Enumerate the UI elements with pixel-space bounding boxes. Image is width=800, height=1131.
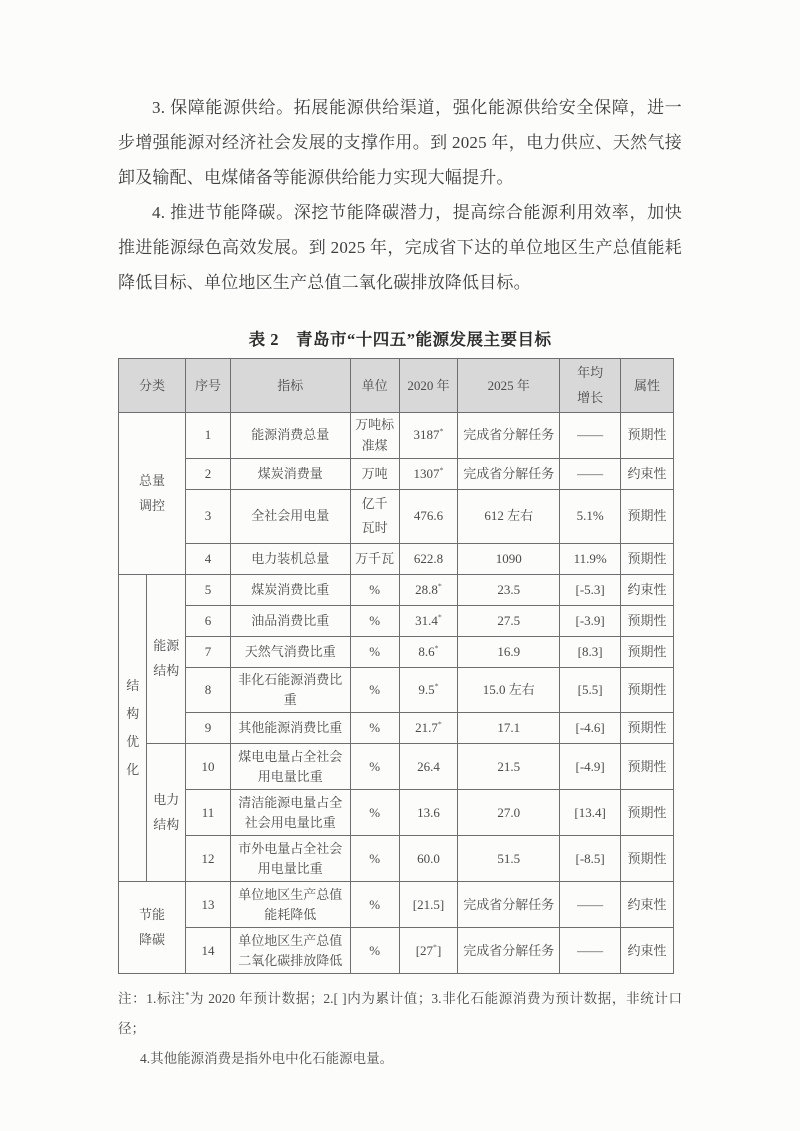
table-row — [119, 713, 674, 744]
header-row — [119, 359, 674, 413]
cell-2020: 31.4* — [399, 606, 458, 637]
cell-2020: 9.5* — [399, 668, 458, 713]
cell-growth: —— — [560, 882, 621, 928]
cell-no: 8 — [186, 668, 231, 713]
cell-2025: 1090 — [458, 544, 560, 575]
cell-unit: 亿千瓦时 — [350, 489, 399, 543]
table-row — [119, 744, 674, 790]
cell-2020: 21.7* — [399, 713, 458, 744]
cell-2025: 23.5 — [458, 575, 560, 606]
cell-unit: 万吨 — [350, 458, 399, 489]
cell-no: 4 — [186, 544, 231, 575]
cell-attr: 约束性 — [621, 575, 674, 606]
cell-attr: 预期性 — [621, 413, 674, 458]
cell-2025: 17.1 — [458, 713, 560, 744]
cell-no: 2 — [186, 458, 231, 489]
cell-2025: 27.5 — [458, 606, 560, 637]
table-row — [119, 790, 674, 836]
cell-2025: 完成省分解任务 — [458, 413, 560, 458]
cell-indicator: 天然气消费比重 — [230, 637, 350, 668]
header-2020: 2020 年 — [399, 359, 458, 413]
cell-2020: [27*] — [399, 928, 458, 974]
note-line: 注：1.标注*为 2020 年预计数据；2.[ ]内为累计值；3.非化石能源消费为预计数据，非统计口径； — [118, 990, 682, 1037]
cell-category-saving: 节能降碳 — [119, 882, 186, 974]
cell-attr: 预期性 — [621, 544, 674, 575]
cell-2025: 27.0 — [458, 790, 560, 836]
cell-2025: 完成省分解任务 — [458, 882, 560, 928]
table-notes — [118, 984, 682, 1074]
cell-no: 6 — [186, 606, 231, 637]
cell-category-structure: 结构优化 — [119, 575, 147, 882]
cell-2020: 13.6 — [399, 790, 458, 836]
cell-attr: 约束性 — [621, 458, 674, 489]
cell-growth: [-5.3] — [560, 575, 621, 606]
table-row — [119, 413, 674, 458]
cell-no: 1 — [186, 413, 231, 458]
table-row — [119, 668, 674, 713]
cell-attr: 预期性 — [621, 744, 674, 790]
header-unit: 单位 — [350, 359, 399, 413]
header-attr: 属性 — [621, 359, 674, 413]
cell-attr: 预期性 — [621, 836, 674, 882]
cell-growth: 11.9% — [560, 544, 621, 575]
cell-indicator: 煤电电量占全社会用电量比重 — [230, 744, 350, 790]
note-line: 4.其他能源消费是指外电中化石能源电量。 — [140, 1051, 394, 1067]
table-row — [119, 489, 674, 543]
cell-growth: —— — [560, 458, 621, 489]
cell-unit: % — [350, 928, 399, 974]
cell-attr: 预期性 — [621, 489, 674, 543]
cell-2025: 完成省分解任务 — [458, 458, 560, 489]
cell-category-power-structure: 电力结构 — [147, 744, 186, 882]
cell-unit: % — [350, 882, 399, 928]
cell-indicator: 全社会用电量 — [230, 489, 350, 543]
cell-unit: % — [350, 575, 399, 606]
cell-growth: —— — [560, 413, 621, 458]
table-row — [119, 836, 674, 882]
cell-growth: [8.3] — [560, 637, 621, 668]
cell-unit: 万千瓦 — [350, 544, 399, 575]
cell-unit: % — [350, 744, 399, 790]
cell-indicator: 单位地区生产总值二氧化碳排放降低 — [230, 928, 350, 974]
cell-unit: % — [350, 668, 399, 713]
cell-attr: 预期性 — [621, 790, 674, 836]
cell-2025: 15.0 左右 — [458, 668, 560, 713]
cell-unit: % — [350, 836, 399, 882]
cell-unit: 万吨标准煤 — [350, 413, 399, 458]
cell-no: 12 — [186, 836, 231, 882]
cell-2020: 60.0 — [399, 836, 458, 882]
cell-unit: % — [350, 637, 399, 668]
cell-attr: 约束性 — [621, 928, 674, 974]
cell-indicator: 电力装机总量 — [230, 544, 350, 575]
header-category: 分类 — [119, 359, 186, 413]
cell-indicator: 清洁能源电量占全社会用电量比重 — [230, 790, 350, 836]
cell-2025: 612 左右 — [458, 489, 560, 543]
table-row — [119, 882, 674, 928]
paragraph-energy-saving: 4. 推进节能降碳。深挖节能降碳潜力，提高综合能源利用效率，加快推进能源绿色高效发展。到 2025 年，完成省下达的单位地区生产总值能耗降低目标、单位地区生产总值二氧化碳排放降低目标。 — [118, 203, 682, 292]
cell-no: 10 — [186, 744, 231, 790]
cell-category-energy-structure: 能源结构 — [147, 575, 186, 744]
cell-indicator: 其他能源消费比重 — [230, 713, 350, 744]
cell-indicator: 煤炭消费比重 — [230, 575, 350, 606]
table-row — [119, 544, 674, 575]
table-row — [119, 606, 674, 637]
table-row — [119, 928, 674, 974]
table-title: 表 2 青岛市“十四五”能源发展主要目标 — [248, 330, 552, 349]
cell-indicator: 单位地区生产总值能耗降低 — [230, 882, 350, 928]
cell-growth: [13.4] — [560, 790, 621, 836]
cell-no: 13 — [186, 882, 231, 928]
cell-indicator: 非化石能源消费比重 — [230, 668, 350, 713]
cell-no: 3 — [186, 489, 231, 543]
cell-no: 11 — [186, 790, 231, 836]
header-growth — [560, 359, 621, 413]
cell-2020: 26.4 — [399, 744, 458, 790]
cell-indicator: 能源消费总量 — [230, 413, 350, 458]
cell-2020: 1307* — [399, 458, 458, 489]
header-growth-label: 年均增长 — [577, 365, 604, 405]
cell-unit: % — [350, 790, 399, 836]
header-indicator: 指标 — [230, 359, 350, 413]
cell-attr: 约束性 — [621, 882, 674, 928]
cell-2020: 476.6 — [399, 489, 458, 543]
table-row — [119, 575, 674, 606]
cell-attr: 预期性 — [621, 606, 674, 637]
header-no: 序号 — [186, 359, 231, 413]
cell-2025: 21.5 — [458, 744, 560, 790]
cell-unit: % — [350, 606, 399, 637]
cell-growth: 5.1% — [560, 489, 621, 543]
cell-growth: [-3.9] — [560, 606, 621, 637]
table-row — [119, 637, 674, 668]
cell-2020: 28.8* — [399, 575, 458, 606]
cell-2025: 51.5 — [458, 836, 560, 882]
cell-2020: 8.6* — [399, 637, 458, 668]
cell-indicator: 市外电量占全社会用电量比重 — [230, 836, 350, 882]
cell-attr: 预期性 — [621, 668, 674, 713]
energy-targets-table — [118, 358, 674, 974]
cell-2025: 完成省分解任务 — [458, 928, 560, 974]
cell-no: 5 — [186, 575, 231, 606]
cell-attr: 预期性 — [621, 713, 674, 744]
cell-category-total: 总量调控 — [119, 413, 186, 575]
cell-indicator: 煤炭消费量 — [230, 458, 350, 489]
cell-2025: 16.9 — [458, 637, 560, 668]
table-row — [119, 458, 674, 489]
cell-no: 7 — [186, 637, 231, 668]
cell-no: 14 — [186, 928, 231, 974]
cell-growth: [-4.6] — [560, 713, 621, 744]
cell-growth: —— — [560, 928, 621, 974]
cell-unit: % — [350, 713, 399, 744]
cell-growth: [-8.5] — [560, 836, 621, 882]
cell-2020: 3187* — [399, 413, 458, 458]
cell-no: 9 — [186, 713, 231, 744]
cell-growth: [-4.9] — [560, 744, 621, 790]
cell-indicator: 油品消费比重 — [230, 606, 350, 637]
cell-growth: [5.5] — [560, 668, 621, 713]
paragraph-energy-supply: 3. 保障能源供给。拓展能源供给渠道，强化能源供给安全保障，进一步增强能源对经济社会发展的支撑作用。到 2025 年，电力供应、天然气接卸及输配、电煤储备等能源供给能力实现大幅提升。 — [118, 98, 682, 187]
cell-2020: 622.8 — [399, 544, 458, 575]
cell-attr: 预期性 — [621, 637, 674, 668]
header-2025: 2025 年 — [458, 359, 560, 413]
cell-2020: [21.5] — [399, 882, 458, 928]
